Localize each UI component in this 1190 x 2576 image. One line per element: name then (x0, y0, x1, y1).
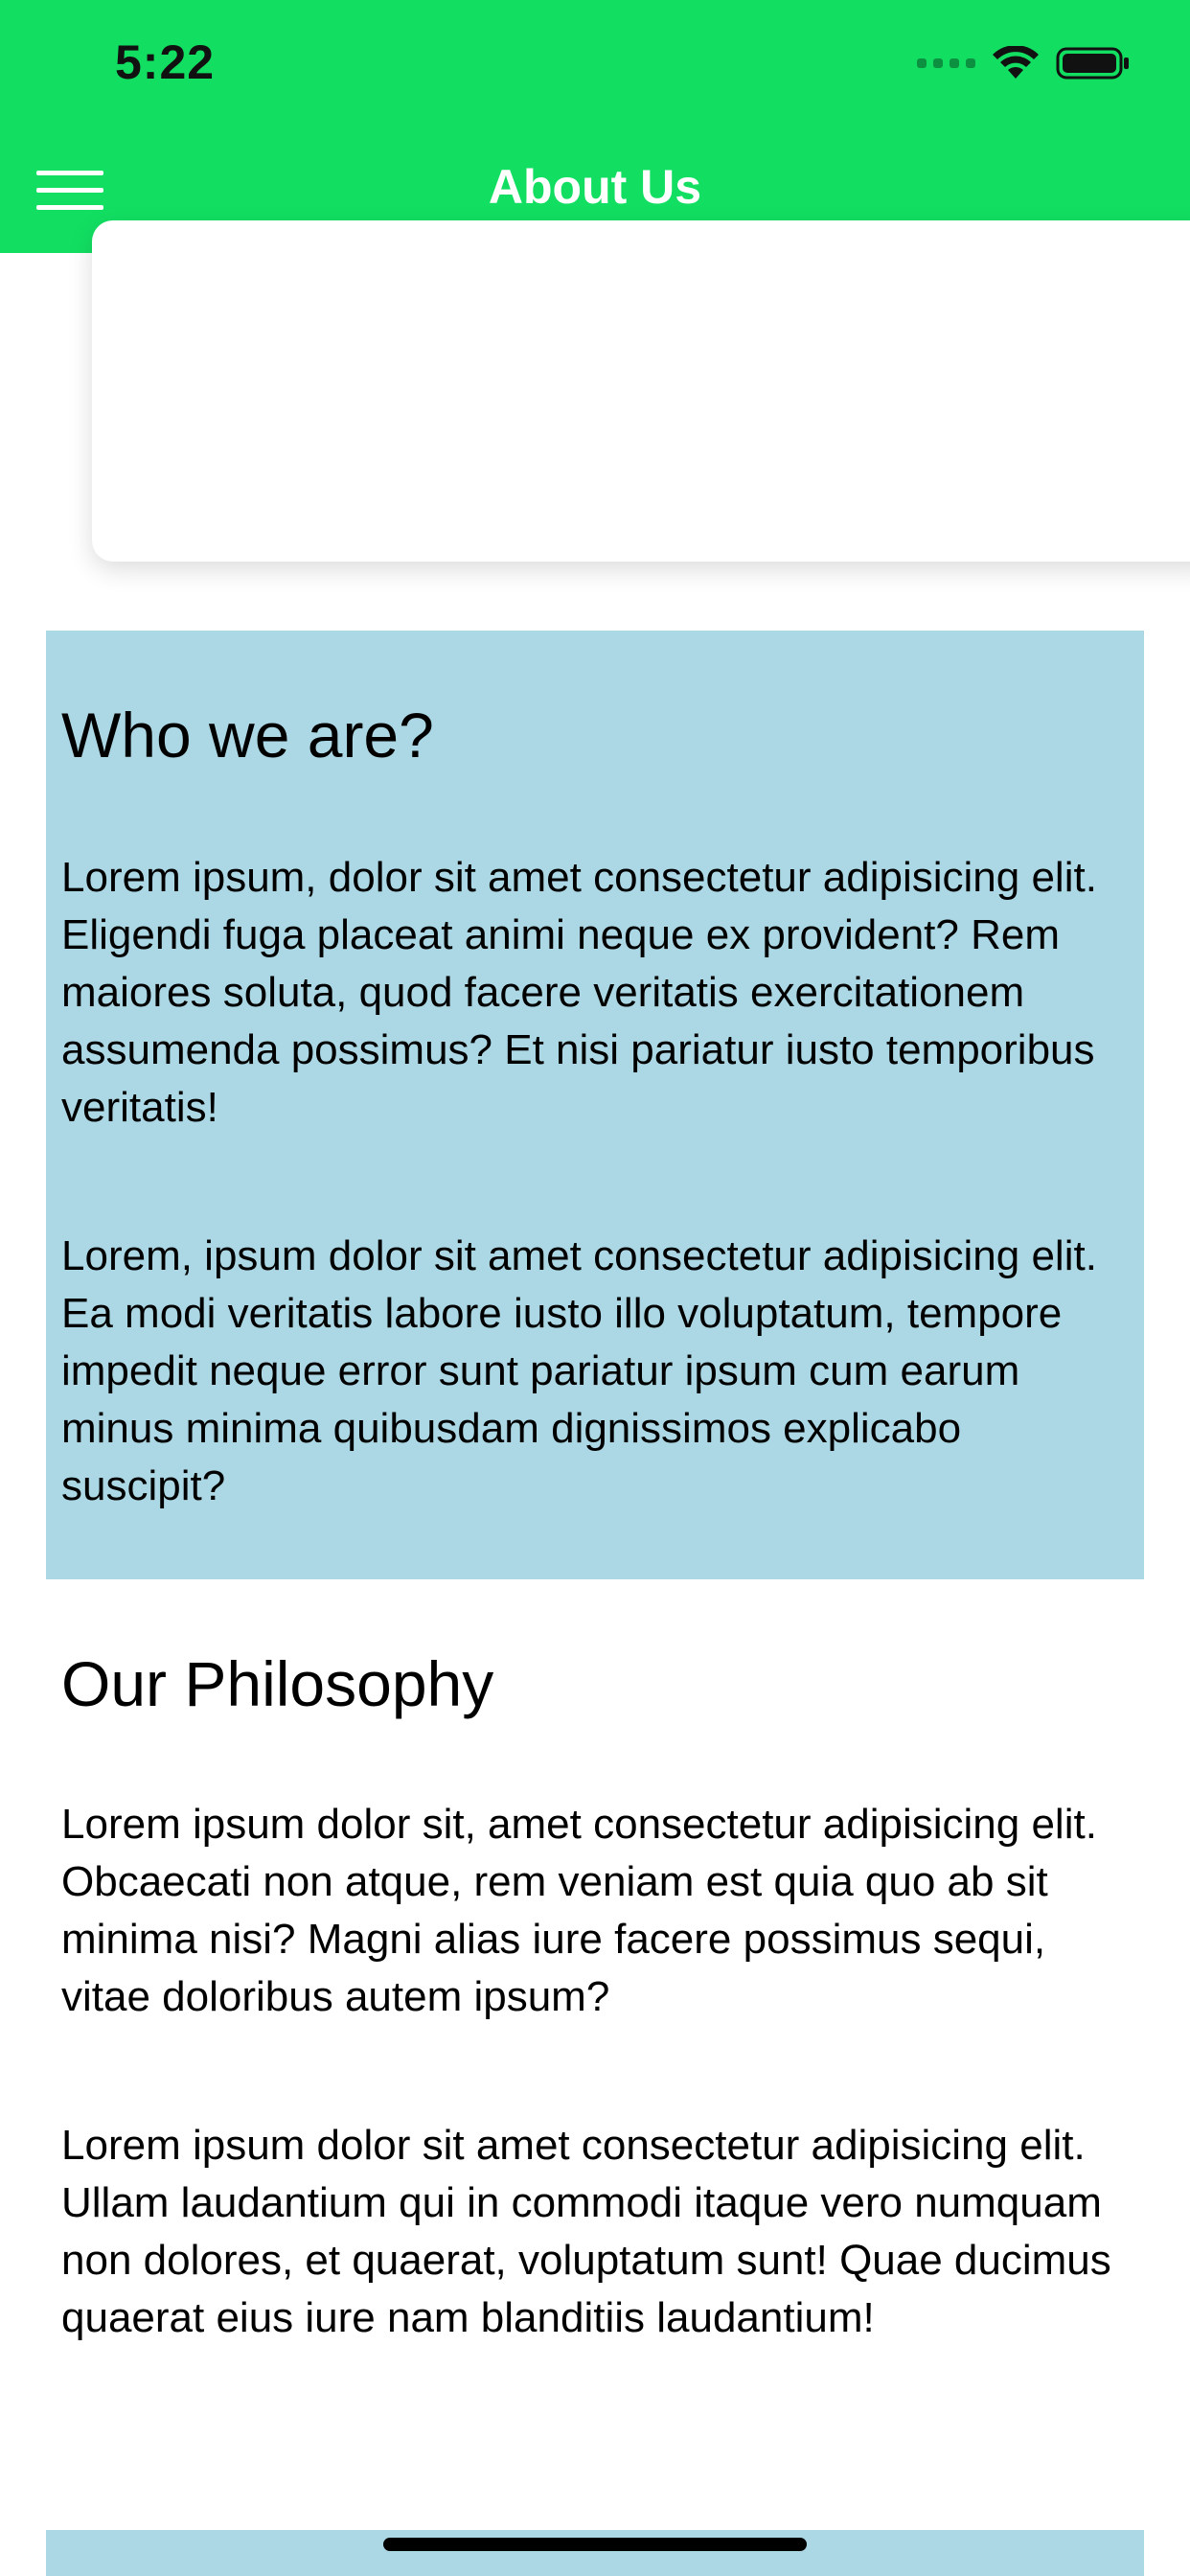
header-bar (0, 0, 1190, 253)
section-paragraph: Lorem ipsum dolor sit amet consectetur adipisicing elit. Ullam laudantium qui in commodi itaque vero numquam non dolores, et quaerat, voluptatum sunt! Quae ducimus quaerat eius iure nam blanditiis laudantium! (61, 2122, 1111, 2341)
cellular-signal-icon (917, 58, 975, 68)
home-indicator[interactable] (383, 2538, 807, 2551)
page-title: About Us (488, 160, 702, 214)
status-icons (917, 44, 1131, 82)
section-paragraph: Lorem ipsum, dolor sit amet consectetur adipisicing elit. Eligendi fuga placeat animi neque ex provident? Rem maiores soluta, quod facere veritatis exercitationem assumenda possimus? Et nisi pariatur iusto temporibus veritatis! (61, 854, 1097, 1131)
who-we-are-section (46, 631, 1144, 1579)
wifi-icon (993, 46, 1039, 80)
status-time: 5:22 (115, 35, 216, 89)
battery-icon (1056, 46, 1131, 80)
section-heading: Who we are? (61, 700, 434, 770)
section-paragraph: Lorem, ipsum dolor sit amet consectetur adipisicing elit. Ea modi veritatis labore iusto illo voluptatum, tempore impedit neque error sunt pariatur ipsum cum earum minus minima quibusdam dignissimos explicabo suscipit? (61, 1232, 1097, 1509)
section-heading: Our Philosophy (61, 1648, 494, 1719)
our-philosophy-section (46, 1581, 1144, 2520)
section-paragraph: Lorem ipsum dolor sit, amet consectetur adipisicing elit. Obcaecati non atque, rem veniam est quia quo ab sit minima nisi? Magni alias iure facere possimus sequi, vitae doloribus autem ipsum? (61, 1801, 1097, 2020)
image-card (92, 220, 1190, 562)
